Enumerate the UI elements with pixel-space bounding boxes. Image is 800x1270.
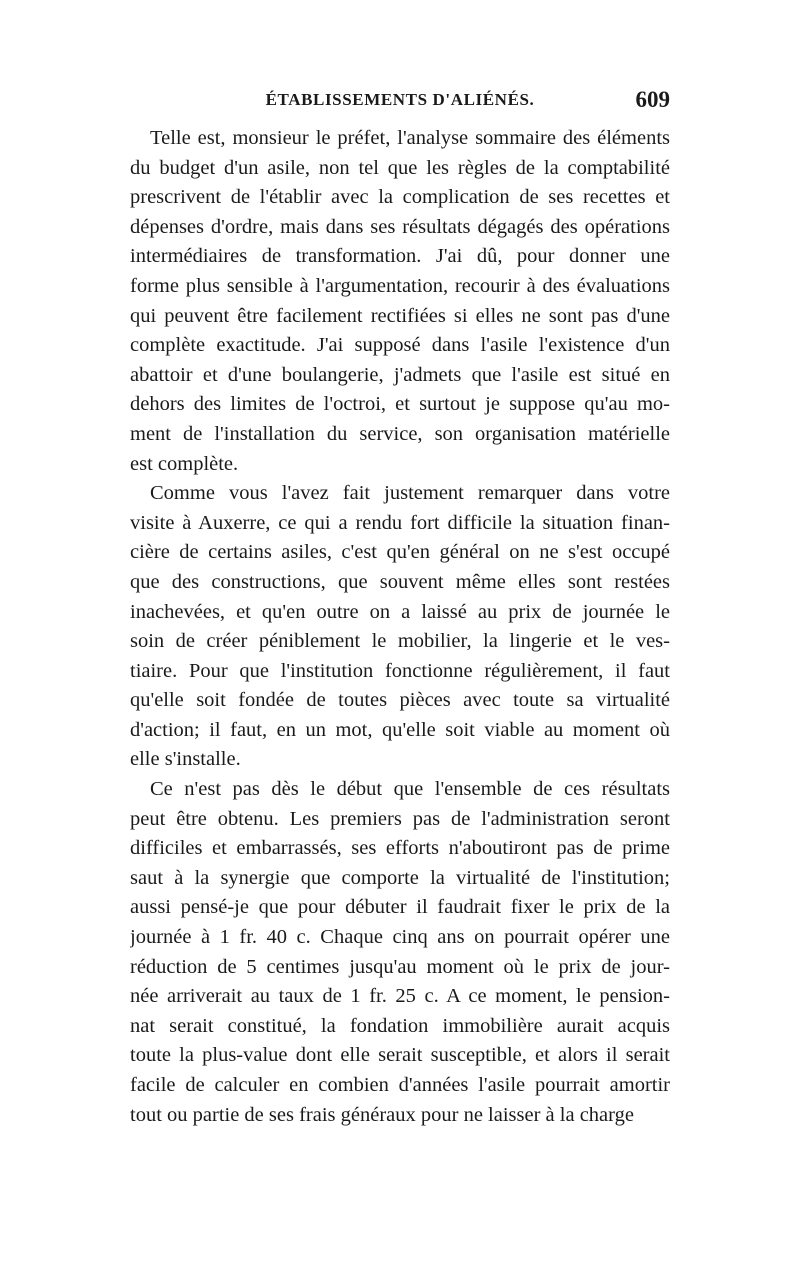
- text-line: cière de certains asiles, c'est qu'en général on ne s'est occupé: [130, 541, 670, 564]
- text-line: nat serait constitué, la fondation immobilière aurait acquis: [130, 1014, 670, 1037]
- text-line: journée à 1 fr. 40 c. Chaque cinq ans on pourrait opérer une: [130, 926, 670, 949]
- text-line: Ce n'est pas dès le début que l'ensemble de ces résultats: [150, 778, 670, 801]
- text-line: aussi pensé-je que pour débuter il faudrait fixer le prix de la: [130, 896, 670, 919]
- text-line: complète exactitude. J'ai supposé dans l'asile l'existence d'un: [130, 334, 670, 357]
- text-line: difficiles et embarrassés, ses efforts n'aboutiront pas de prime: [130, 837, 670, 860]
- body-text: [130, 124, 670, 1130]
- book-page: [130, 87, 670, 1130]
- text-line: réduction de 5 centimes jusqu'au moment où le prix de jour-: [130, 955, 670, 978]
- paragraph: [130, 479, 670, 775]
- text-line: dépenses d'ordre, mais dans ses résultats dégagés des opérations: [130, 215, 670, 238]
- text-line: facile de calculer en combien d'années l'asile pourrait amortir: [130, 1074, 670, 1096]
- text-line: ment de l'installation du service, son organisation matérielle: [130, 422, 670, 445]
- text-line: tiaire. Pour que l'institution fonctionne régulièrement, il faut: [130, 659, 670, 682]
- text-line: intermédiaires de transformation. J'ai dû, pour donner une: [130, 245, 670, 268]
- text-line: saut à la synergie que comporte la virtualité de l'institution;: [130, 866, 670, 889]
- text-line: toute la plus-value dont elle serait susceptible, et alors il serait: [130, 1044, 670, 1067]
- running-head: [130, 87, 670, 120]
- text-line: dehors des limites de l'octroi, et surtout je suppose qu'au mo-: [130, 393, 670, 416]
- text-line: née arriverait au taux de 1 fr. 25 c. A ce moment, le pension-: [130, 985, 670, 1008]
- paragraph: [130, 775, 670, 1130]
- text-line: forme plus sensible à l'argumentation, recourir à des évaluations: [130, 274, 670, 297]
- text-line: qui peuvent être facilement rectifiées si elles ne sont pas d'une: [130, 304, 670, 327]
- text-line: qu'elle soit fondée de toutes pièces avec toute sa virtualité: [130, 689, 670, 712]
- text-line: prescrivent de l'établir avec la complication de ses recettes et: [130, 186, 670, 209]
- text-line: Telle est, monsieur le préfet, l'analyse sommaire des éléments: [150, 127, 670, 149]
- text-line: est complète.: [130, 452, 239, 475]
- text-line: tout ou partie de ses frais généraux pour ne laisser à la charge: [130, 1103, 634, 1126]
- paragraph: [130, 124, 670, 479]
- text-line: d'action; il faut, en un mot, qu'elle soit viable au moment où: [130, 718, 670, 741]
- page-number: 609: [635, 87, 670, 112]
- running-title: ÉTABLISSEMENTS D'ALIÉNÉS.: [265, 90, 535, 109]
- text-line: du budget d'un asile, non tel que les règles de la comptabilité: [130, 156, 670, 179]
- text-line: abattoir et d'une boulangerie, j'admets que l'asile est situé en: [130, 363, 670, 386]
- text-line: visite à Auxerre, ce qui a rendu fort difficile la situation finan-: [130, 511, 670, 534]
- text-line: inachevées, et qu'en outre on a laissé au prix de journée le: [130, 600, 670, 623]
- text-line: elle s'installe.: [130, 748, 241, 771]
- text-line: peut être obtenu. Les premiers pas de l'administration seront: [130, 807, 670, 830]
- text-line: que des constructions, que souvent même elles sont restées: [130, 570, 670, 593]
- text-line: soin de créer péniblement le mobilier, la lingerie et le ves-: [130, 630, 670, 653]
- text-line: Comme vous l'avez fait justement remarquer dans votre: [150, 482, 670, 505]
